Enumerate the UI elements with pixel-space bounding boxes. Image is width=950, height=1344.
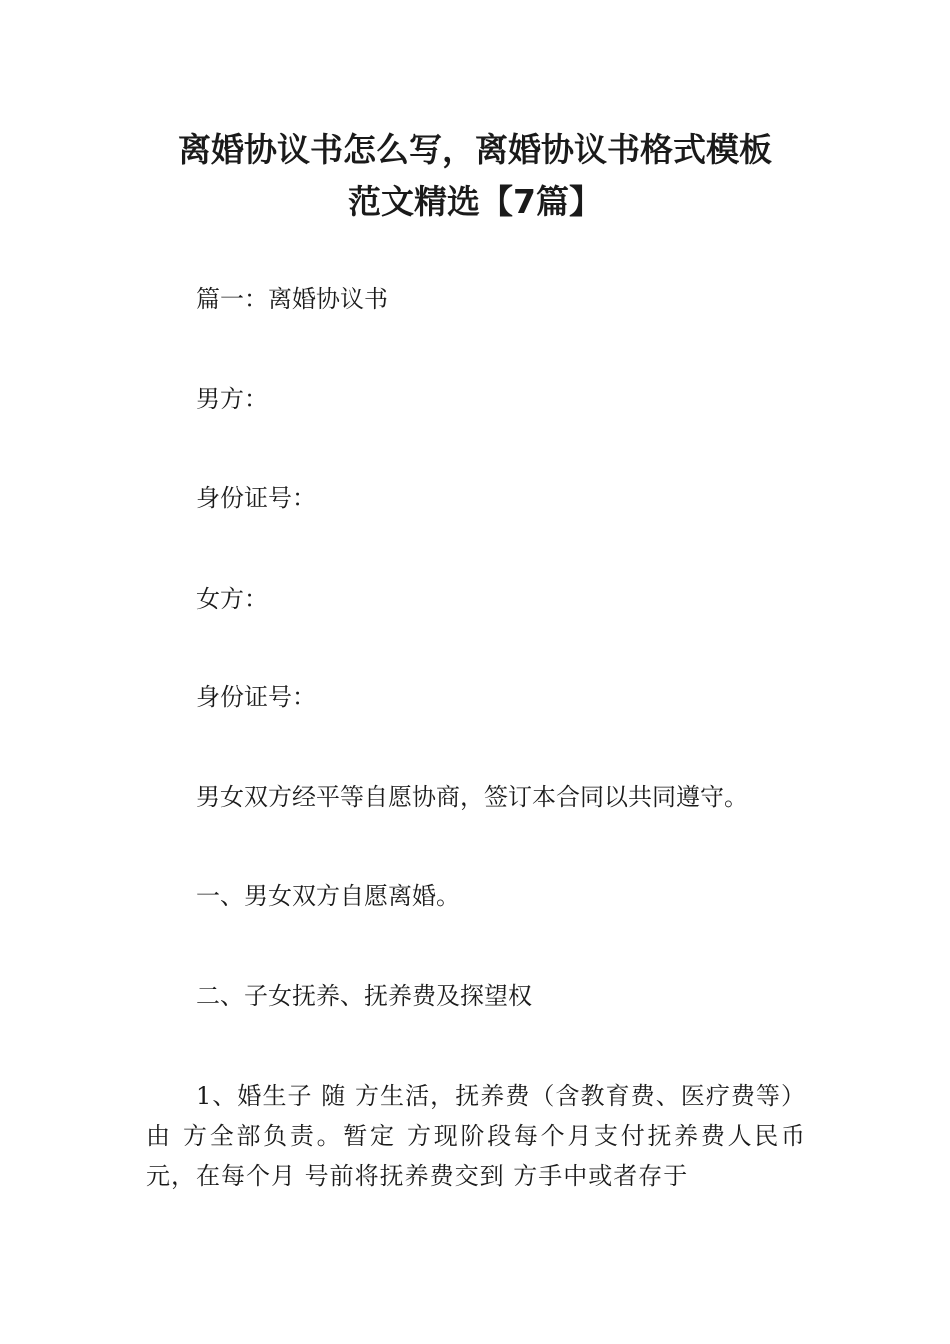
clause-two-item-one: 1、婚生子 随 方生活，抚养费（含教育费、医疗费等）由 方全部负责。暂定 方现阶段每个月支付抚养费人民币 元，在每个月 号前将抚养费交到 方手中或者存于 [146, 1082, 806, 1190]
wife-field-label: 女方： [196, 585, 268, 613]
husband-field-label: 男方： [196, 385, 268, 413]
document-title-line-1: 离婚协议书怎么写，离婚协议书格式模板 [178, 130, 772, 169]
clause-one: 一、男女双方自愿离婚。 [196, 882, 460, 910]
agreement-preamble: 男女双方经平等自愿协商，签订本合同以共同遵守。 [196, 783, 748, 811]
document-title-line-2: 范文精选【7篇】 [348, 182, 602, 221]
wife-id-field-label: 身份证号： [196, 683, 316, 711]
section-heading-part-one: 篇一：离婚协议书 [196, 285, 388, 313]
husband-id-field-label: 身份证号： [196, 484, 316, 512]
clause-two-heading: 二、子女抚养、抚养费及探望权 [196, 982, 532, 1010]
